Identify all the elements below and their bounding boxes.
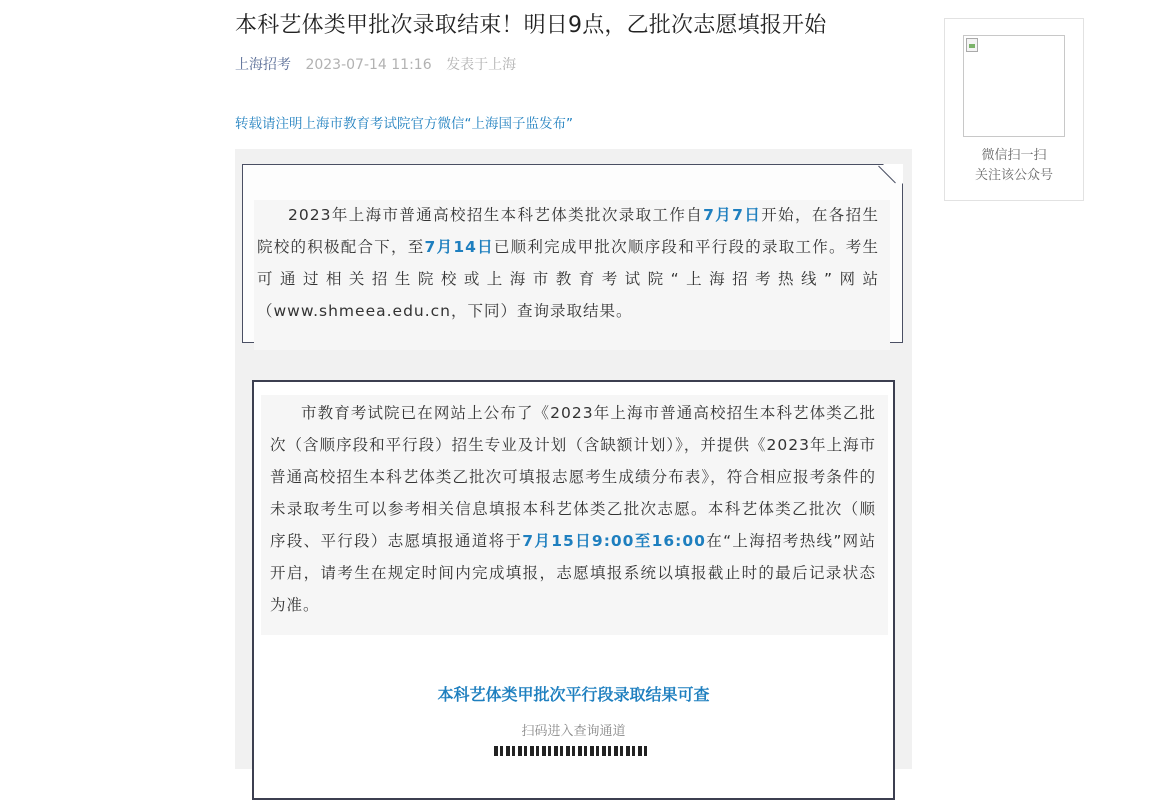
intro-box bbox=[242, 164, 903, 343]
qr-code-image[interactable] bbox=[494, 746, 650, 756]
follow-text bbox=[945, 146, 1083, 186]
qr-section-title: 本科艺体类甲批次平行段录取结果可查 bbox=[437, 685, 710, 704]
publish-date: 2023-07-14 11:16 bbox=[305, 57, 432, 73]
notice-box bbox=[252, 380, 895, 800]
follow-label: 关注该公众号 bbox=[974, 168, 1053, 183]
notice-paragraph: 市教育考试院已在网站上公布了《2023年上海市普通高校招生本科艺体类乙批次（含顺序段和平行段）招生专业及计划（含缺额计划）》，并提供《2023年上海市普通高校招生本科艺体类乙批次可填报志愿考生成绩分布表》，符合相应报考条件的未录取考生可以参考相关信息填报本科艺体类乙批次志愿。本科艺体类乙批次（顺序段、平行段）志愿填报通道将于7月15日9:00至16:00在“上海招考热线”网站开启，请考生在规定时间内完成填报，志愿填报系统以填报截止时的最后记录状态为准。 bbox=[270, 404, 876, 614]
broken-image-icon bbox=[966, 38, 978, 52]
date-highlight: 7月14日 bbox=[424, 238, 494, 256]
qr-section-subtitle: 扫码进入查询通道 bbox=[521, 724, 626, 739]
repost-notice: 转载请注明上海市教育考试院官方微信“上海国子监发布” bbox=[235, 116, 573, 132]
article-meta bbox=[235, 54, 516, 74]
account-qr-code[interactable] bbox=[963, 35, 1065, 137]
follow-account-card bbox=[944, 18, 1084, 201]
account-name-link[interactable]: 上海招考 bbox=[235, 57, 291, 73]
time-highlight: 7月15日9:00至16:00 bbox=[522, 532, 706, 550]
content-background bbox=[235, 149, 912, 769]
publish-location: 发表于上海 bbox=[446, 57, 517, 73]
intro-paragraph: 2023年上海市普通高校招生本科艺体类批次录取工作自7月7日开始，在各招生院校的积极配合下，至7月14日已顺利完成甲批次顺序段和平行段的录取工作。考生可通过相关招生院校或上海市教育考试院“上海招考热线”网站（www.shmeea.edu.cn，下同）查询录取结果。 bbox=[257, 206, 879, 320]
date-highlight: 7月7日 bbox=[703, 206, 762, 224]
scan-label: 微信扫一扫 bbox=[981, 148, 1047, 163]
article-title: 本科艺体类甲批次录取结束！明日9点，乙批次志愿填报开始 bbox=[235, 13, 827, 38]
